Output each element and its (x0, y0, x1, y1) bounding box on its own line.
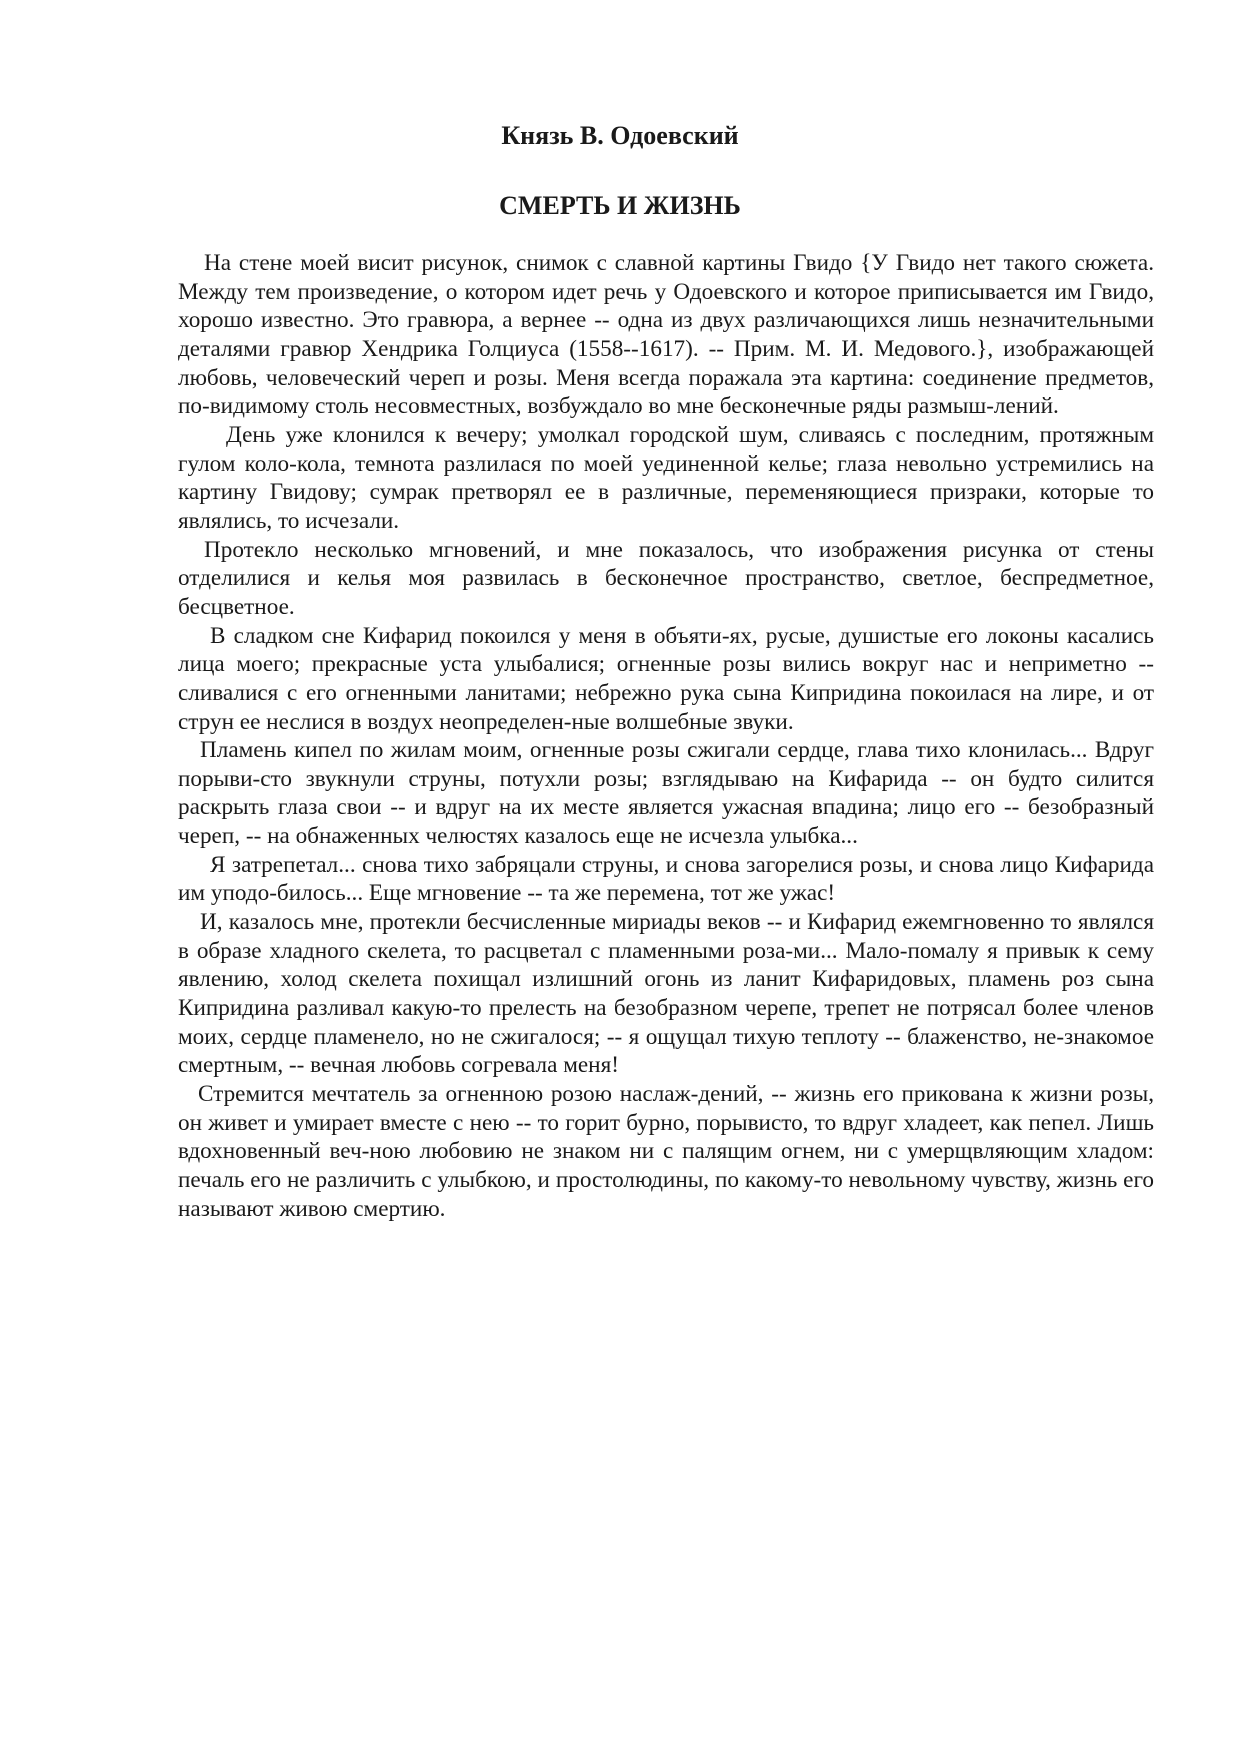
paragraph-6: Я затрепетал... снова тихо забряцали струны, и снова загорелися розы, и снова лицо Кифарида им уподо-билось... Еще мгновение -- та же перемена, тот же ужас! (178, 851, 1154, 907)
story-body (178, 249, 1154, 1223)
paragraph-7: И, казалось мне, протекли бесчисленные мириады веков -- и Кифарид ежемгновенно то являлся в образе хладного скелета, то расцветал с пламенными роза-ми... Мало-помалу я привык к сему явлению, холод скелета похищал излишний огонь из ланит Кифаридовых, пламень роз сына Кипридина разливал какую-то прелесть на безобразном черепе, трепет не потрясал более членов моих, сердце пламенело, но не сжигалося; -- я ощущал тихую теплоту -- блаженство, не-знакомое смертным, -- вечная любовь согревала меня! (178, 909, 1154, 1079)
paragraph-1: На стене моей висит рисунок, снимок с славной картины Гвидо {У Гвидо нет такого сюжета. Между тем произведение, о котором идет речь у Одоевского и которое приписывается им Гвидо, хорошо известно. Это гравюра, а вернее -- одна из двух различающихся лишь незначительными деталями гравюр Хендрика Голциуса (1558--1617). -- Прим. М. И. Медового.}, изображающей любовь, человеческий череп и розы. Меня всегда поражала эта картина: соединение предметов, по-видимому столь несовместных, возбуждало во мне бесконечные ряды размыш-лений. (178, 250, 1154, 420)
paragraph-8: Стремится мечтатель за огненною розою наслаж-дений, -- жизнь его прикована к жизни розы, он живет и умирает вместе с нею -- то горит бурно, порывисто, то вдруг хладеет, как пепел. Лишь вдохновенный веч-ною любовию не знаком ни с палящим огнем, ни с умерщвляющим хладом: печаль его не различить с улыбкою, и простолюдины, по какому-то невольному чувству, жизнь его называют живою смертию. (178, 1081, 1154, 1222)
paragraph-4: В сладком сне Кифарид покоился у меня в объяти-ях, русые, душистые его локоны касались лица моего; прекрасные уста улыбалися; огненные розы вились вокруг нас и неприметно -- сливалися с его огненными ланитами; небрежно рука сына Кипридина покоилася на лире, и от струн ее неслися в воздух неопределен-ные волшебные звуки. (178, 622, 1154, 735)
author-heading: Князь В. Одоевский (501, 121, 739, 150)
paragraph-3: Протекло несколько мгновений, и мне показалось, что изображения рисунка от стены отделилися и келья моя развилась в бесконечное пространство, светлое, беспредметное, бесцветное. (178, 536, 1154, 620)
paragraph-2: День уже клонился к вечеру; умолкал городской шум, сливаясь с последним, протяжным гулом коло-кола, темнота разлилася по моей уединенной келье; глаза невольно устремились на картину Гвидову; сумрак претворял ее в различные, переменяющиеся призраки, которые то являлись, то исчезали. (178, 421, 1154, 534)
story-title: СМЕРТЬ И ЖИЗНЬ (499, 191, 741, 220)
paragraph-5: Пламень кипел по жилам моим, огненные розы сжигали сердце, глава тихо клонилась... Вдруг порыви-сто звукнули струны, потухли розы; взглядываю на Кифарида -- он будто силится раскрыть глаза свои -- и вдруг на их месте является ужасная впадина; лицо его -- безобразный череп, -- на обнаженных челюстях казалось еще не исчезла улыбка... (178, 737, 1154, 850)
